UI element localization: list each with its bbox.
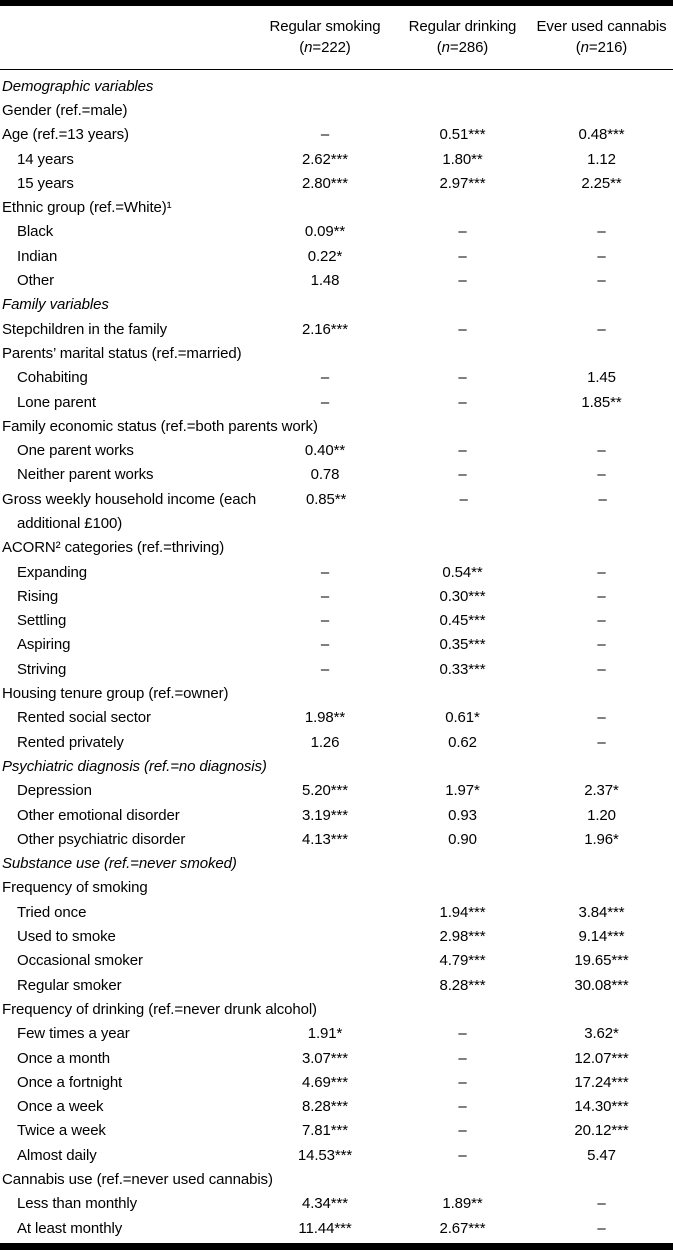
row-label: Psychiatric diagnosis (ref.=no diagnosis) (2, 757, 267, 775)
row-label: One parent works (17, 442, 134, 460)
row-label: Gross weekly household income (each (2, 490, 257, 508)
cell-value-regular-drinking: 0.90 (448, 830, 477, 848)
cell-value-regular-drinking: – (458, 442, 467, 460)
cell-value-ever-used-cannabis: 2.37* (584, 782, 619, 800)
cell-value-ever-used-cannabis: – (597, 320, 606, 338)
n-suffix: =222) (312, 39, 351, 56)
table-row (0, 98, 673, 122)
cell-value-regular-drinking: – (458, 1122, 467, 1140)
column-header-regular-drinking (395, 16, 530, 59)
cell-value-ever-used-cannabis: – (597, 636, 606, 654)
cell-value-regular-drinking: – (458, 466, 467, 484)
row-label: Few times a year (17, 1025, 130, 1043)
table-row (0, 1143, 673, 1167)
cell-value-regular-drinking: 0.62 (448, 733, 477, 751)
cell-value-ever-used-cannabis: – (597, 612, 606, 630)
cell-value-regular-drinking: 0.33*** (439, 660, 486, 678)
cell-value-ever-used-cannabis: 1.85** (581, 393, 622, 411)
table-row (0, 511, 673, 535)
table-row (0, 463, 673, 487)
cell-value-regular-drinking: 0.51*** (439, 126, 486, 144)
cell-value-ever-used-cannabis: – (597, 442, 606, 460)
row-label: Aspiring (17, 636, 71, 654)
cell-value-regular-drinking: – (458, 1098, 467, 1116)
row-label: Rented social sector (17, 709, 151, 727)
table-row (0, 195, 673, 219)
cell-value-ever-used-cannabis: – (597, 563, 606, 581)
table-row (0, 584, 673, 608)
cell-value-regular-smoking: – (320, 612, 330, 630)
table-row (0, 924, 673, 948)
row-label: Frequency of drinking (ref.=never drunk alcohol) (2, 1000, 317, 1018)
cell-value-ever-used-cannabis: 20.12*** (574, 1122, 629, 1140)
n-symbol: n (580, 39, 589, 56)
row-label: ACORN² categories (ref.=thriving) (2, 539, 225, 557)
cell-value-ever-used-cannabis: 19.65*** (574, 952, 629, 970)
cell-value-ever-used-cannabis: – (597, 466, 606, 484)
table-row (0, 1022, 673, 1046)
cell-value-ever-used-cannabis: – (597, 1219, 606, 1237)
cell-value-regular-smoking: 1.26 (310, 733, 340, 751)
cell-value-ever-used-cannabis: – (597, 1195, 606, 1213)
cell-value-regular-drinking: – (459, 490, 468, 508)
cell-value-regular-smoking: 2.16*** (301, 320, 348, 338)
cell-value-ever-used-cannabis: 1.20 (587, 806, 616, 824)
cell-value-regular-drinking: – (458, 369, 467, 387)
table-header (0, 6, 673, 70)
table-row (0, 1046, 673, 1070)
cell-value-regular-smoking: – (320, 369, 330, 387)
cell-value-regular-smoking: 0.09** (304, 223, 346, 241)
table-row (0, 74, 673, 98)
cell-value-regular-smoking: 14.53*** (297, 1146, 353, 1164)
table-row (0, 779, 673, 803)
row-label: Almost daily (17, 1146, 97, 1164)
table-row (0, 341, 673, 365)
table-row (0, 1216, 673, 1240)
row-label: Once a month (17, 1049, 111, 1067)
column-sample-size (530, 37, 673, 59)
table-row (0, 1167, 673, 1191)
cell-value-regular-smoking: 1.91* (307, 1025, 343, 1043)
cell-value-regular-smoking: 2.62*** (301, 150, 348, 168)
cell-value-ever-used-cannabis: 1.12 (587, 150, 616, 168)
table-row (0, 1192, 673, 1216)
cell-value-ever-used-cannabis: 30.08*** (574, 976, 629, 994)
cell-value-regular-drinking: 2.97*** (439, 174, 486, 192)
table-row (0, 536, 673, 560)
cell-value-regular-drinking: 0.30*** (439, 587, 486, 605)
row-label: Age (ref.=13 years) (2, 126, 129, 144)
row-label: Demographic variables (2, 77, 154, 95)
column-title: Regular drinking (408, 18, 517, 35)
n-symbol: n (304, 39, 313, 56)
cell-value-regular-drinking: – (458, 247, 467, 265)
cell-value-ever-used-cannabis: – (597, 223, 606, 241)
cell-value-regular-smoking: 3.07*** (301, 1049, 348, 1067)
row-label: Once a week (17, 1098, 104, 1116)
row-label: Settling (17, 612, 67, 630)
cell-value-regular-smoking: 1.98** (304, 709, 346, 727)
cell-value-regular-drinking: 1.80** (442, 150, 483, 168)
table-row (0, 171, 673, 195)
table-row (0, 754, 673, 778)
table-row (0, 949, 673, 973)
column-sample-size (255, 37, 395, 59)
row-label: Family variables (2, 296, 109, 314)
table-row (0, 147, 673, 171)
table-row (0, 900, 673, 924)
cell-value-regular-smoking: – (320, 563, 330, 581)
row-label: At least monthly (17, 1219, 123, 1237)
n-prefix: ( (436, 39, 442, 56)
cell-value-regular-smoking: 0.40** (304, 442, 346, 460)
cell-value-regular-drinking: – (458, 1025, 467, 1043)
cell-value-ever-used-cannabis: 14.30*** (574, 1098, 629, 1116)
cell-value-regular-smoking: – (320, 587, 330, 605)
row-label: Rising (17, 587, 59, 605)
cell-value-regular-drinking: 1.89** (442, 1195, 483, 1213)
cell-value-regular-smoking: 7.81*** (301, 1122, 348, 1140)
row-label: Other emotional disorder (17, 806, 180, 824)
cell-value-regular-drinking: – (458, 320, 467, 338)
row-label: Frequency of smoking (2, 879, 148, 897)
row-label: Cannabis use (ref.=never used cannabis) (2, 1171, 273, 1188)
cell-value-regular-smoking: 4.13*** (301, 830, 348, 848)
row-label: Once a fortnight (17, 1073, 123, 1091)
cell-value-regular-drinking: 1.94*** (439, 903, 486, 921)
row-label: 14 years (17, 150, 74, 168)
row-label: Other psychiatric disorder (17, 830, 186, 848)
cell-value-regular-drinking: – (458, 1049, 467, 1067)
cell-value-ever-used-cannabis: – (597, 587, 606, 605)
cell-value-regular-drinking: 0.93 (448, 806, 477, 824)
table-row (0, 803, 673, 827)
row-label: Expanding (17, 563, 87, 581)
cell-value-regular-drinking: – (458, 272, 467, 290)
n-symbol: n (441, 39, 450, 56)
cell-value-regular-drinking: 0.61* (445, 709, 480, 727)
table-row (0, 973, 673, 997)
table-row (0, 268, 673, 292)
table-bottom-rule (0, 1243, 673, 1250)
cell-value-regular-drinking: 2.67*** (439, 1219, 486, 1237)
table-row (0, 123, 673, 147)
cell-value-regular-drinking: – (458, 393, 467, 411)
cell-value-ever-used-cannabis: 9.14*** (578, 928, 625, 946)
cell-value-ever-used-cannabis: 1.45 (587, 369, 616, 387)
table-row (0, 1070, 673, 1094)
row-label: additional £100) (17, 514, 123, 532)
table-row (0, 706, 673, 730)
cell-value-ever-used-cannabis: – (597, 247, 606, 265)
cell-value-regular-smoking: 4.69*** (301, 1073, 348, 1091)
row-label: Gender (ref.=male) (2, 101, 128, 119)
row-label: Stepchildren in the family (2, 320, 167, 338)
cell-value-ever-used-cannabis: – (597, 733, 606, 751)
cell-value-ever-used-cannabis: 17.24*** (574, 1073, 629, 1091)
row-label: 15 years (17, 174, 74, 192)
cell-value-regular-smoking: 0.22* (307, 247, 343, 265)
cell-value-regular-smoking: 2.80*** (301, 174, 348, 192)
cell-value-regular-smoking: 0.85** (306, 490, 347, 508)
table-row (0, 438, 673, 462)
cell-value-regular-smoking: – (320, 636, 330, 654)
cell-value-ever-used-cannabis: 2.25** (581, 174, 622, 192)
row-label: Regular smoker (17, 976, 122, 994)
table-body (0, 70, 673, 1240)
cell-value-ever-used-cannabis: – (598, 490, 607, 508)
cell-value-regular-smoking: 11.44*** (298, 1219, 352, 1237)
row-label: Used to smoke (17, 928, 116, 946)
cell-value-regular-drinking: 8.28*** (439, 976, 486, 994)
column-sample-size (395, 37, 530, 59)
cell-value-ever-used-cannabis: 0.48*** (578, 126, 625, 144)
table-row (0, 560, 673, 584)
table-row (0, 244, 673, 268)
cell-value-regular-smoking: 5.20*** (301, 782, 348, 800)
cell-value-regular-drinking: 1.97* (445, 782, 480, 800)
table-row (0, 317, 673, 341)
column-title: Ever used cannabis (536, 18, 667, 35)
table-row (0, 1119, 673, 1143)
cell-value-regular-drinking: 4.79*** (439, 952, 486, 970)
column-header-regular-smoking (255, 16, 395, 59)
cell-value-regular-drinking: 2.98*** (439, 928, 486, 946)
cell-value-regular-smoking: 0.78 (310, 466, 340, 484)
table-row (0, 876, 673, 900)
cell-value-regular-drinking: 0.45*** (439, 612, 486, 630)
column-title: Regular smoking (269, 18, 381, 35)
row-label: Twice a week (17, 1122, 106, 1140)
cell-value-regular-smoking: 1.48 (310, 272, 340, 290)
cell-value-ever-used-cannabis: 5.47 (587, 1146, 616, 1164)
column-header-ever-used-cannabis (530, 16, 673, 59)
n-suffix: =286) (449, 39, 489, 56)
row-label: Neither parent works (17, 466, 154, 484)
n-prefix: ( (299, 39, 305, 56)
table-row (0, 657, 673, 681)
row-label: Less than monthly (17, 1195, 138, 1213)
cell-value-regular-drinking: 0.54** (442, 563, 483, 581)
table-row (0, 730, 673, 754)
cell-value-regular-smoking: – (320, 393, 330, 411)
table-row (0, 609, 673, 633)
cell-value-ever-used-cannabis: 3.62* (584, 1025, 619, 1043)
n-suffix: =216) (588, 39, 628, 56)
row-label: Rented privately (17, 733, 124, 751)
cell-value-regular-smoking: – (320, 660, 330, 678)
table-row (0, 681, 673, 705)
row-label: Housing tenure group (ref.=owner) (2, 685, 229, 703)
cell-value-ever-used-cannabis: 1.96* (584, 830, 619, 848)
table-row (0, 487, 673, 511)
row-label: Lone parent (17, 393, 96, 411)
cell-value-regular-drinking: – (458, 223, 467, 241)
cell-value-regular-drinking: – (458, 1073, 467, 1091)
row-label: Ethnic group (ref.=White)¹ (2, 199, 172, 217)
cell-value-ever-used-cannabis: – (597, 709, 606, 727)
row-label: Substance use (ref.=never smoked) (2, 855, 237, 873)
table-row (0, 293, 673, 317)
table-row (0, 1094, 673, 1118)
cell-value-regular-smoking: 4.34*** (301, 1195, 348, 1213)
cell-value-regular-smoking: 8.28*** (301, 1098, 348, 1116)
cell-value-regular-smoking: – (320, 126, 330, 144)
row-label: Black (17, 223, 54, 241)
cell-value-ever-used-cannabis: – (597, 272, 606, 290)
row-label: Tried once (17, 903, 87, 921)
row-label: Other (17, 272, 55, 290)
table-row (0, 390, 673, 414)
row-label: Cohabiting (17, 369, 88, 387)
table-row (0, 414, 673, 438)
row-label: Depression (17, 782, 92, 800)
table-row (0, 852, 673, 876)
cell-value-ever-used-cannabis: 3.84*** (578, 903, 625, 921)
cell-value-regular-drinking: 0.35*** (439, 636, 486, 654)
table-row (0, 366, 673, 390)
cell-value-regular-drinking: – (458, 1146, 467, 1164)
cell-value-regular-smoking: 3.19*** (301, 806, 348, 824)
n-prefix: ( (575, 39, 581, 56)
table-row (0, 220, 673, 244)
cell-value-ever-used-cannabis: – (597, 660, 606, 678)
row-label: Occasional smoker (17, 952, 143, 970)
table-row (0, 633, 673, 657)
row-label: Striving (17, 660, 67, 678)
row-label: Family economic status (ref.=both parents work) (2, 417, 318, 435)
row-label: Parents’ marital status (ref.=married) (2, 344, 242, 362)
table-row (0, 997, 673, 1021)
row-label: Indian (17, 247, 58, 265)
table-row (0, 827, 673, 851)
cell-value-ever-used-cannabis: 12.07*** (574, 1049, 629, 1067)
